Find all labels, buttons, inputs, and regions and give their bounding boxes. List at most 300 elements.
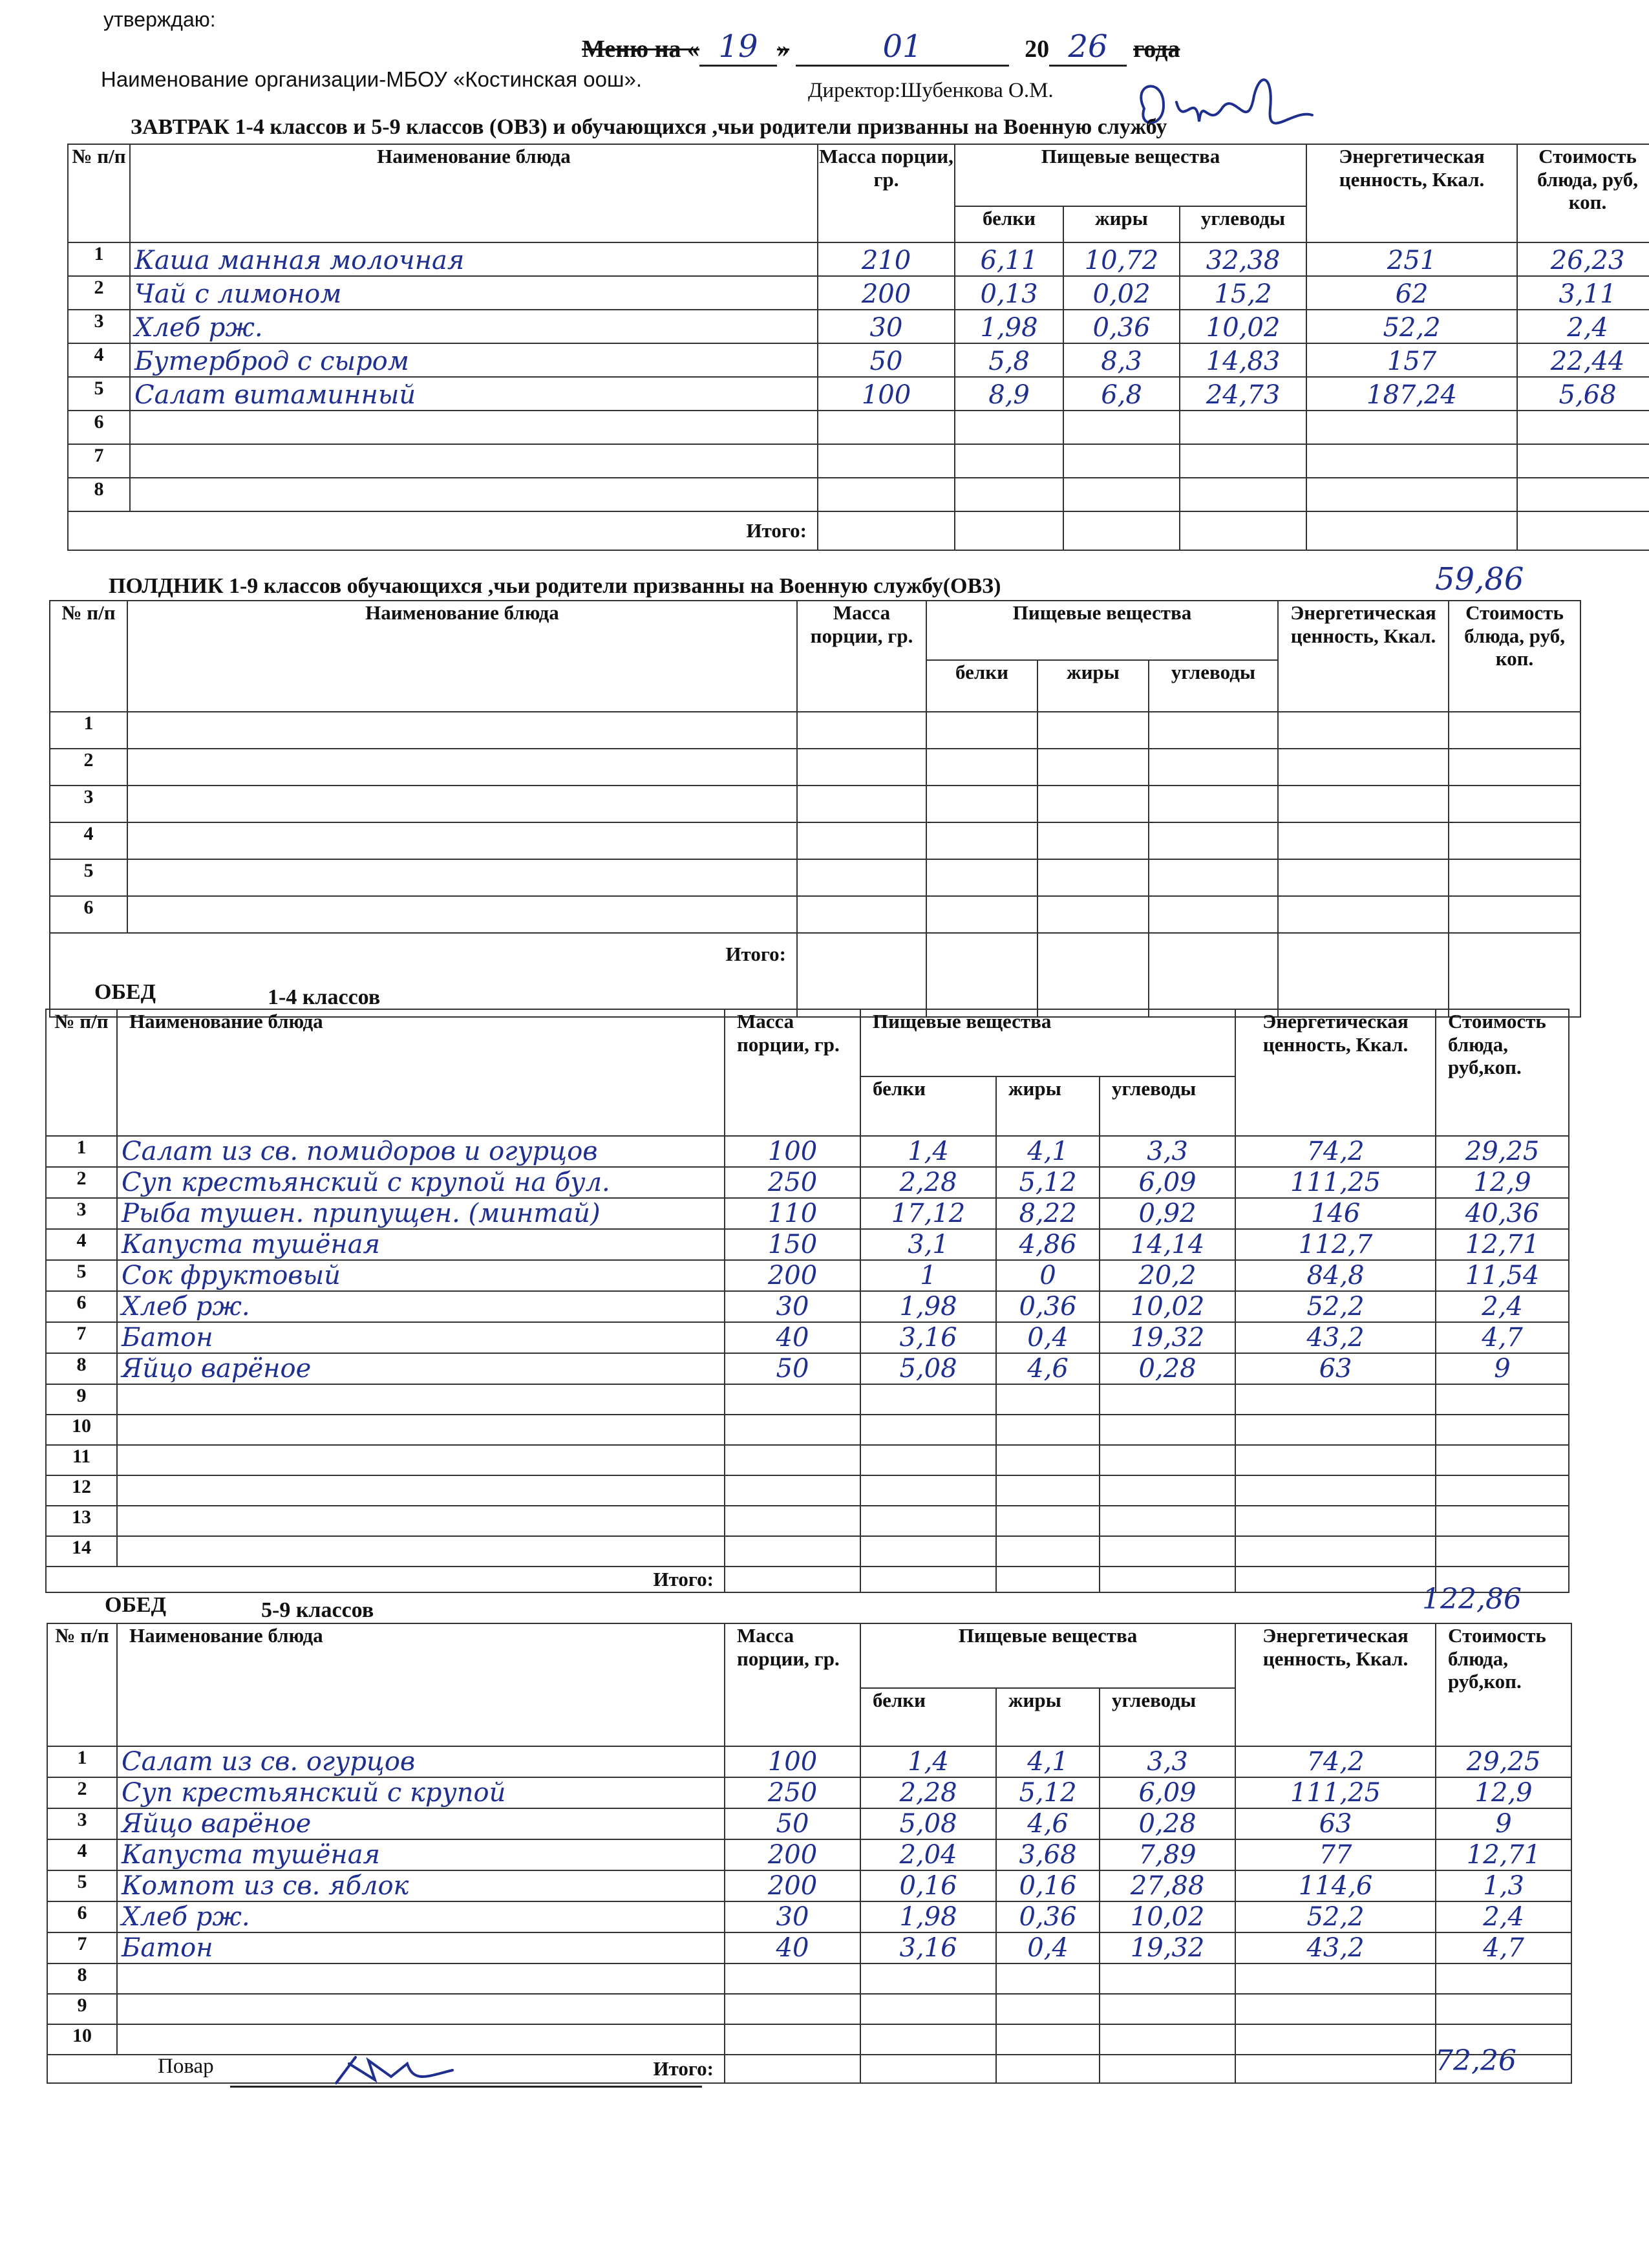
menu-day: 19 (699, 28, 777, 67)
cell-name: Салат из св. огурцов (117, 1746, 725, 1777)
col-fat-header: жиры (1037, 660, 1149, 712)
row-number: 8 (68, 478, 130, 511)
cell-name: Хлеб рж. (117, 1901, 725, 1932)
cell-name: Хлеб рж. (130, 310, 818, 343)
cell-energy (1235, 1415, 1436, 1445)
cell-protein (860, 2024, 996, 2055)
cell-name: Батон (117, 1322, 725, 1353)
cell-name (117, 1994, 725, 2024)
cell-mass (725, 1536, 860, 1567)
cell-protein (860, 1506, 996, 1536)
cell-mass: 30 (725, 1901, 860, 1932)
cell-cost: 2,4 (1436, 1291, 1569, 1322)
cell-protein (926, 859, 1037, 896)
cell-carbs (1100, 1415, 1235, 1445)
col-mass-header: Масса порции, гр. (818, 144, 955, 242)
cell-mass: 200 (725, 1839, 860, 1870)
cell-name: Яйцо варёное (117, 1808, 725, 1839)
cell-cost (1449, 859, 1580, 896)
cook-signature-line (230, 2086, 702, 2088)
cell-name (127, 749, 797, 786)
cell-fat (996, 1415, 1100, 1445)
menu-date-title (582, 28, 1180, 67)
col-protein-header: белки (955, 206, 1063, 242)
cell-mass (725, 1445, 860, 1475)
cell-fat: 0 (996, 1260, 1100, 1291)
col-carbs-header: углеводы (1180, 206, 1306, 242)
cell-fat (1037, 896, 1149, 933)
row-number: 6 (68, 411, 130, 444)
cell-carbs (1149, 749, 1278, 786)
cell-name (117, 1963, 725, 1994)
cell-protein (860, 1994, 996, 2024)
cell-name (130, 478, 818, 511)
cell-protein: 0,13 (955, 276, 1063, 310)
row-number: 5 (50, 859, 127, 896)
cell-cost (1449, 896, 1580, 933)
cell-name: Капуста тушёная (117, 1229, 725, 1260)
cell-mass (818, 478, 955, 511)
cell-energy (1278, 749, 1449, 786)
cell-protein (955, 444, 1063, 478)
organization-name: Наименование организации-МБОУ «Костинская оош». (101, 67, 643, 91)
cell-fat: 0,4 (996, 1322, 1100, 1353)
col-fat-header: жиры (996, 1076, 1100, 1136)
cell-fat: 4,1 (996, 1746, 1100, 1777)
cell-cost: 2,4 (1436, 1901, 1571, 1932)
col-mass-header: Масса порции, гр. (725, 1009, 860, 1136)
table-row (46, 1198, 1569, 1229)
row-number: 8 (47, 1963, 117, 1994)
cell-carbs: 7,89 (1100, 1839, 1235, 1870)
cell-protein: 3,1 (860, 1229, 996, 1260)
cell-carbs (1100, 1384, 1235, 1415)
table-row (68, 276, 1649, 310)
cell-cost (1517, 411, 1649, 444)
cell-energy (1235, 1536, 1436, 1567)
cell-mass (797, 712, 926, 749)
cell-name (117, 1384, 725, 1415)
cell-name (127, 822, 797, 859)
col-nutrients-header: Пищевые вещества (860, 1009, 1235, 1076)
cell-fat: 5,12 (996, 1777, 1100, 1808)
table-row (47, 1746, 1571, 1777)
approve-label: утверждаю: (103, 8, 216, 31)
col-carbs-header: углеводы (1100, 1076, 1235, 1136)
cell-cost: 3,11 (1517, 276, 1649, 310)
cell-cost (1436, 1415, 1569, 1445)
cell-name: Сок фруктовый (117, 1260, 725, 1291)
table-row (68, 343, 1649, 377)
cell-name: Суп крестьянский с крупой на бул. (117, 1167, 725, 1198)
row-number: 14 (46, 1536, 117, 1567)
cell-name (127, 859, 797, 896)
table-row (50, 749, 1580, 786)
row-number: 12 (46, 1475, 117, 1506)
row-number: 4 (46, 1229, 117, 1260)
cell-fat (1037, 712, 1149, 749)
cell-protein (955, 411, 1063, 444)
cell-cost (1436, 1994, 1571, 2024)
cell-cost (1449, 712, 1580, 749)
cell-carbs (1149, 822, 1278, 859)
cell-cost: 22,44 (1517, 343, 1649, 377)
cell-name (117, 2024, 725, 2055)
cell-protein: 1 (860, 1260, 996, 1291)
cell-name: Чай с лимоном (130, 276, 818, 310)
cell-carbs: 20,2 (1100, 1260, 1235, 1291)
row-number: 3 (47, 1808, 117, 1839)
cell-protein: 6,11 (955, 242, 1063, 276)
cell-carbs: 10,02 (1100, 1291, 1235, 1322)
cell-protein (860, 1963, 996, 1994)
table-row (47, 2024, 1571, 2055)
cell-cost: 1,3 (1436, 1870, 1571, 1901)
cell-mass: 200 (725, 1260, 860, 1291)
cell-energy (1278, 786, 1449, 822)
lunch14-title: ОБЕД (94, 980, 156, 1004)
col-cost-header: Стоимость блюда, руб, коп. (1517, 144, 1649, 242)
col-protein-header: белки (860, 1076, 996, 1136)
table-row (46, 1136, 1569, 1167)
row-number: 1 (46, 1136, 117, 1167)
cell-fat: 8,3 (1063, 343, 1180, 377)
cell-fat: 4,6 (996, 1808, 1100, 1839)
cell-cost: 26,23 (1517, 242, 1649, 276)
cell-fat: 3,68 (996, 1839, 1100, 1870)
cell-mass: 250 (725, 1777, 860, 1808)
cell-energy: 111,25 (1235, 1167, 1436, 1198)
cell-fat: 0,36 (1063, 310, 1180, 343)
cell-energy (1235, 1445, 1436, 1475)
cell-energy: 146 (1235, 1198, 1436, 1229)
row-number: 2 (47, 1777, 117, 1808)
cell-cost: 29,25 (1436, 1746, 1571, 1777)
row-number: 3 (68, 310, 130, 343)
cell-energy: 157 (1306, 343, 1517, 377)
cell-mass: 210 (818, 242, 955, 276)
cell-protein: 3,16 (860, 1322, 996, 1353)
row-number: 5 (46, 1260, 117, 1291)
table-row (46, 1167, 1569, 1198)
lunch59-subtitle: 5-9 классов (261, 1598, 374, 1622)
cell-carbs: 19,32 (1100, 1322, 1235, 1353)
cell-carbs (1100, 1994, 1235, 2024)
col-energy-header: Энергетическая ценность, Ккал. (1278, 601, 1449, 712)
cell-name (117, 1415, 725, 1445)
cell-cost (1436, 1445, 1569, 1475)
row-number: 1 (47, 1746, 117, 1777)
cell-energy: 52,2 (1235, 1291, 1436, 1322)
cell-mass (725, 1475, 860, 1506)
snack-total-label: Итого: (50, 933, 797, 1017)
cell-carbs (1180, 411, 1306, 444)
cell-energy: 63 (1235, 1808, 1436, 1839)
cell-energy: 63 (1235, 1353, 1436, 1384)
cell-protein: 17,12 (860, 1198, 996, 1229)
menu-prefix: Меню на « (582, 36, 700, 63)
breakfast-total-blank (1517, 511, 1649, 550)
cell-name: Компот из св. яблок (117, 1870, 725, 1901)
cell-cost: 4,7 (1436, 1932, 1571, 1963)
table-row (50, 712, 1580, 749)
table-row (46, 1353, 1569, 1384)
table-row (68, 377, 1649, 411)
cell-name: Каша манная молочная (130, 242, 818, 276)
cell-fat (996, 1963, 1100, 1994)
table-row (46, 1322, 1569, 1353)
cell-fat (1063, 411, 1180, 444)
row-number: 9 (46, 1384, 117, 1415)
lunch59-title: ОБЕД (105, 1593, 166, 1617)
year-word: года (1133, 36, 1180, 63)
cell-protein: 3,16 (860, 1932, 996, 1963)
cell-mass (797, 859, 926, 896)
cell-fat (1037, 822, 1149, 859)
cell-carbs: 3,3 (1100, 1136, 1235, 1167)
cell-fat: 0,4 (996, 1932, 1100, 1963)
cell-carbs (1100, 1536, 1235, 1567)
col-fat-header: жиры (996, 1688, 1100, 1746)
cell-energy (1278, 859, 1449, 896)
cell-cost (1436, 1506, 1569, 1536)
cell-mass: 40 (725, 1322, 860, 1353)
cell-protein: 2,28 (860, 1167, 996, 1198)
row-number: 5 (68, 377, 130, 411)
lunch14-table (45, 1009, 1569, 1593)
cell-carbs: 15,2 (1180, 276, 1306, 310)
cell-cost (1436, 1536, 1569, 1567)
cell-name (130, 444, 818, 478)
table-row (50, 786, 1580, 822)
cell-protein: 2,04 (860, 1839, 996, 1870)
cell-fat: 0,16 (996, 1870, 1100, 1901)
cell-energy (1235, 1475, 1436, 1506)
cell-fat (1037, 786, 1149, 822)
cell-protein: 5,08 (860, 1353, 996, 1384)
cell-protein: 1,4 (860, 1746, 996, 1777)
cell-mass (818, 444, 955, 478)
cell-fat (996, 1475, 1100, 1506)
col-nutrients-header: Пищевые вещества (955, 144, 1306, 206)
cell-mass: 50 (818, 343, 955, 377)
col-cost-header: Стоимость блюда, руб, коп. (1449, 601, 1580, 712)
cell-carbs (1100, 1445, 1235, 1475)
cell-energy: 114,6 (1235, 1870, 1436, 1901)
cell-mass (725, 1415, 860, 1445)
cell-protein: 2,28 (860, 1777, 996, 1808)
cell-carbs (1149, 786, 1278, 822)
row-number: 7 (47, 1932, 117, 1963)
table-row (47, 1839, 1571, 1870)
cell-protein (926, 896, 1037, 933)
col-protein-header: белки (926, 660, 1037, 712)
cell-cost: 12,71 (1436, 1839, 1571, 1870)
cell-name (117, 1506, 725, 1536)
lunch14-subtitle: 1-4 классов (268, 985, 381, 1009)
cell-carbs: 32,38 (1180, 242, 1306, 276)
year-suffix: 26 (1049, 28, 1127, 67)
cell-name: Батон (117, 1932, 725, 1963)
lunch59-total-label: Итого: (47, 2055, 725, 2083)
row-number: 1 (50, 712, 127, 749)
cell-cost: 9 (1436, 1353, 1569, 1384)
cell-protein: 1,98 (860, 1901, 996, 1932)
cell-mass (725, 1963, 860, 1994)
cell-cost: 40,36 (1436, 1198, 1569, 1229)
table-row (47, 1777, 1571, 1808)
row-number: 3 (50, 786, 127, 822)
menu-mid: » (777, 36, 790, 63)
table-row (68, 478, 1649, 511)
cell-fat: 10,72 (1063, 242, 1180, 276)
cell-energy: 251 (1306, 242, 1517, 276)
col-num-header: № п/п (47, 1623, 117, 1746)
row-number: 5 (47, 1870, 117, 1901)
cell-cost (1449, 786, 1580, 822)
cell-carbs: 24,73 (1180, 377, 1306, 411)
cell-protein (860, 1445, 996, 1475)
breakfast-total: 59,86 (1435, 561, 1524, 597)
cell-energy (1235, 2024, 1436, 2055)
cell-carbs (1100, 2024, 1235, 2055)
cell-mass: 100 (725, 1136, 860, 1167)
col-cost-header: Стоимость блюда, руб,коп. (1436, 1623, 1571, 1746)
table-row (47, 1932, 1571, 1963)
cell-energy: 43,2 (1235, 1322, 1436, 1353)
cell-name (127, 896, 797, 933)
cell-protein: 1,98 (860, 1291, 996, 1322)
cook-label: Повар (158, 2055, 214, 2078)
menu-month: 01 (796, 28, 1009, 67)
cell-energy: 52,2 (1235, 1901, 1436, 1932)
cell-protein (926, 749, 1037, 786)
lunch59-total: 72,26 (1435, 2044, 1516, 2077)
director-name: Директор:Шубенкова О.М. (808, 79, 1054, 102)
cell-energy: 111,25 (1235, 1777, 1436, 1808)
cell-fat (1037, 749, 1149, 786)
table-row (47, 1808, 1571, 1839)
cell-mass: 250 (725, 1167, 860, 1198)
lunch14-total-label: Итого: (46, 1567, 725, 1592)
table-row (47, 1901, 1571, 1932)
cell-mass: 200 (725, 1870, 860, 1901)
col-cost-header: Стоимость блюда, руб,коп. (1436, 1009, 1569, 1136)
table-row (46, 1536, 1569, 1567)
cell-cost (1449, 749, 1580, 786)
cell-name: Бутерброд с сыром (130, 343, 818, 377)
cell-name: Салат витаминный (130, 377, 818, 411)
row-number: 7 (46, 1322, 117, 1353)
cell-energy (1306, 411, 1517, 444)
row-number: 2 (50, 749, 127, 786)
lunch59-table (47, 1623, 1572, 2084)
cell-carbs: 0,28 (1100, 1353, 1235, 1384)
cell-fat (996, 1445, 1100, 1475)
col-nutrients-header: Пищевые вещества (860, 1623, 1235, 1688)
cell-carbs (1100, 1506, 1235, 1536)
cell-carbs: 14,83 (1180, 343, 1306, 377)
col-carbs-header: углеводы (1100, 1688, 1235, 1746)
cell-mass: 200 (818, 276, 955, 310)
cell-fat: 6,8 (1063, 377, 1180, 411)
col-energy-header: Энергетическая ценность, Ккал. (1235, 1009, 1436, 1136)
cell-cost: 4,7 (1436, 1322, 1569, 1353)
snack-total (1449, 933, 1580, 1017)
cell-name: Салат из св. помидоров и огурцов (117, 1136, 725, 1167)
table-row (68, 310, 1649, 343)
cell-mass (797, 896, 926, 933)
row-number: 9 (47, 1994, 117, 2024)
cell-cost: 12,71 (1436, 1229, 1569, 1260)
table-row (46, 1475, 1569, 1506)
breakfast-total-label: Итого: (68, 511, 818, 550)
cell-name: Яйцо варёное (117, 1353, 725, 1384)
cell-cost: 12,9 (1436, 1167, 1569, 1198)
cell-energy: 112,7 (1235, 1229, 1436, 1260)
cell-fat (996, 1384, 1100, 1415)
cell-fat: 5,12 (996, 1167, 1100, 1198)
cell-energy (1278, 822, 1449, 859)
row-number: 4 (50, 822, 127, 859)
cell-fat: 4,6 (996, 1353, 1100, 1384)
cell-protein (926, 712, 1037, 749)
table-row (46, 1445, 1569, 1475)
cell-carbs (1180, 444, 1306, 478)
cell-energy: 84,8 (1235, 1260, 1436, 1291)
cell-energy (1306, 478, 1517, 511)
row-number: 10 (46, 1415, 117, 1445)
cell-energy: 52,2 (1306, 310, 1517, 343)
cell-mass (797, 822, 926, 859)
cell-carbs (1180, 478, 1306, 511)
col-name-header: Наименование блюда (117, 1623, 725, 1746)
table-row (46, 1229, 1569, 1260)
row-number: 4 (68, 343, 130, 377)
cell-protein (926, 786, 1037, 822)
table-row (50, 822, 1580, 859)
cell-carbs: 0,92 (1100, 1198, 1235, 1229)
cell-cost (1436, 1384, 1569, 1415)
cell-energy: 62 (1306, 276, 1517, 310)
col-num-header: № п/п (46, 1009, 117, 1136)
table-row (46, 1506, 1569, 1536)
cell-name: Рыба тушен. припущен. (минтай) (117, 1198, 725, 1229)
cell-fat (996, 1536, 1100, 1567)
table-row (46, 1415, 1569, 1445)
cell-carbs: 14,14 (1100, 1229, 1235, 1260)
cell-name (130, 411, 818, 444)
cell-carbs (1149, 859, 1278, 896)
cell-mass (797, 786, 926, 822)
breakfast-table (67, 144, 1649, 551)
col-mass-header: Масса порции, гр. (797, 601, 926, 712)
table-row (68, 242, 1649, 276)
table-row (47, 1870, 1571, 1901)
row-number: 10 (47, 2024, 117, 2055)
cell-mass (725, 2024, 860, 2055)
cell-energy: 74,2 (1235, 1136, 1436, 1167)
table-row (46, 1260, 1569, 1291)
cell-carbs: 19,32 (1100, 1932, 1235, 1963)
cell-protein: 0,16 (860, 1870, 996, 1901)
cell-fat: 8,22 (996, 1198, 1100, 1229)
cell-mass: 50 (725, 1808, 860, 1839)
cell-mass: 50 (725, 1353, 860, 1384)
cell-mass (797, 749, 926, 786)
cell-carbs (1100, 1963, 1235, 1994)
cell-mass (725, 1994, 860, 2024)
